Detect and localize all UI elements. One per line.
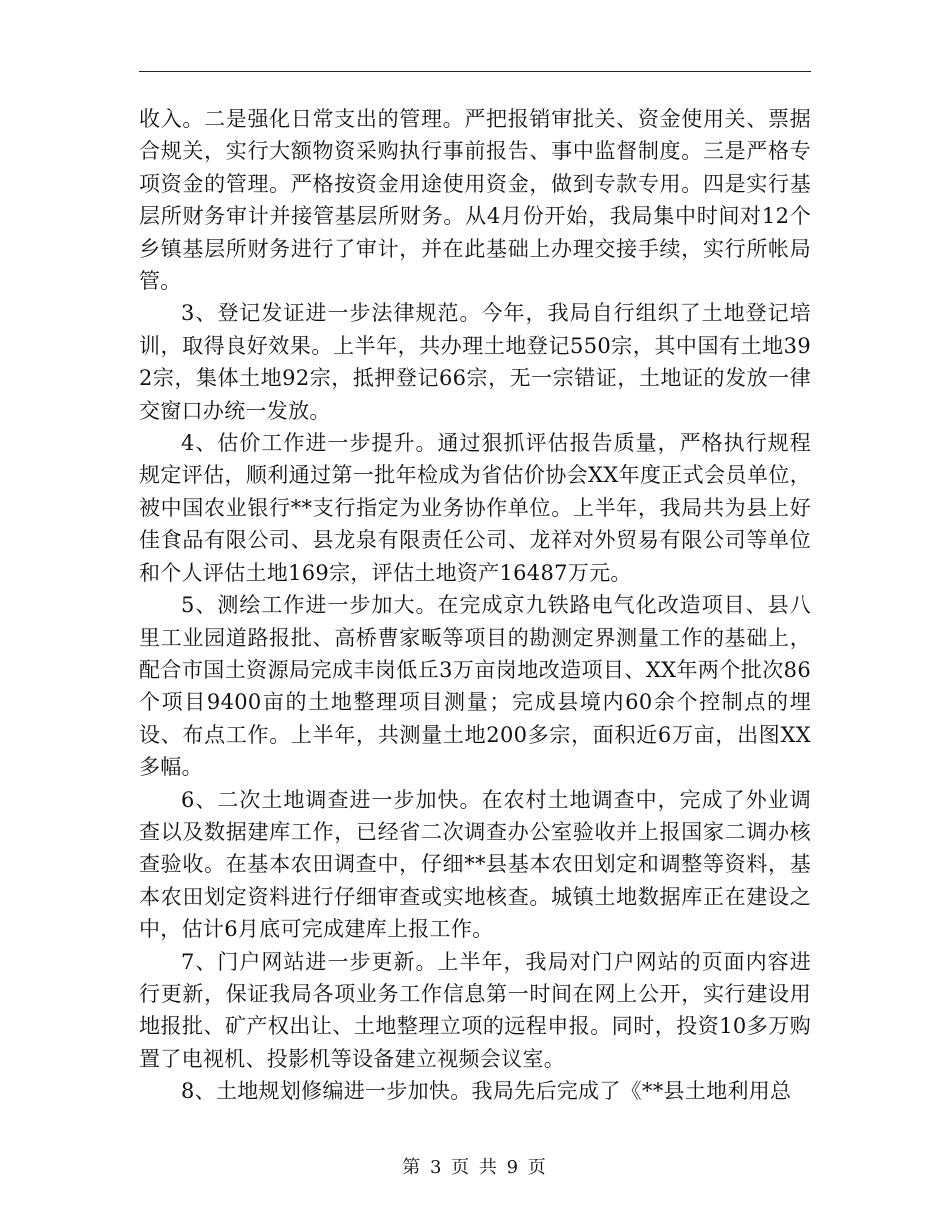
paragraph-surveying: 5、测绘工作进一步加大。在完成京九铁路电气化改造项目、县八里工业园道路报批、高桥曹家畈等项目的勘测定界测量工作的基础上，配合市国土资源局完成丰岗低丘3万亩岗地改造项目、XX年两个批次86个项目9400亩的土地整理项目测量；完成县境内60余个控制点的埋设、布点工作。上半年，共测量土地200多宗，面积近6万亩，出图XX多幅。: [139, 593, 811, 780]
paragraph-continuation: 收入。二是强化日常支出的管理。严把报销审批关、资金使用关、票据合规关，实行大额物资采购执行事前报告、事中监督制度。三是严格专项资金的管理。严格按资金用途使用资金，做到专款专用。四是实行基层所财务审计并接管基层所财务。从4月份开始，我局集中时间对12个乡镇基层所财务进行了审计，并在此基础上办理交接手续，实行所帐局管。: [139, 107, 811, 294]
header-rule: [139, 71, 811, 72]
paragraph-planning: 8、土地规划修编进一步加快。我局先后完成了《**县土地利用总: [181, 1079, 792, 1104]
page-number-footer: 第 3 页 共 9 页: [402, 1157, 548, 1178]
paragraph-website: 7、门户网站进一步更新。上半年，我局对门户网站的页面内容进行更新，保证我局各项业务工作信息第一时间在网上公开，实行建设用地报批、矿产权出让、土地整理立项的远程申报。同时，投资10多万购置了电视机、投影机等设备建立视频会议室。: [139, 949, 811, 1071]
paragraph-valuation: 4、估价工作进一步提升。通过狠抓评估报告质量，严格执行规程规定评估，顺利通过第一批年检成为省估价协会XX年度正式会员单位，被中国农业银行**支行指定为业务协作单位。上半年，我局共为县上好佳食品有限公司、县龙泉有限责任公司、龙祥对外贸易有限公司等单位和个人评估土地169宗，评估土地资产16487万元。: [139, 431, 811, 585]
document-body: [139, 103, 811, 1108]
paragraph-registration: 3、登记发证进一步法律规范。今年，我局自行组织了土地登记培训，取得良好效果。上半年，共办理土地登记550宗，其中国有土地392宗，集体土地92宗，抵押登记66宗，无一宗错证，土地证的发放一律交窗口办统一发放。: [139, 301, 811, 423]
paragraph-land-survey: 6、二次土地调查进一步加快。在农村土地调查中，完成了外业调查以及数据建库工作，已经省二次调查办公室验收并上报国家二调办核查验收。在基本农田调查中，仔细**县基本农田划定和调整等资料，基本农田划定资料进行仔细审查或实地核查。城镇土地数据库正在建设之中，估计6月底可完成建库上报工作。: [139, 787, 811, 942]
